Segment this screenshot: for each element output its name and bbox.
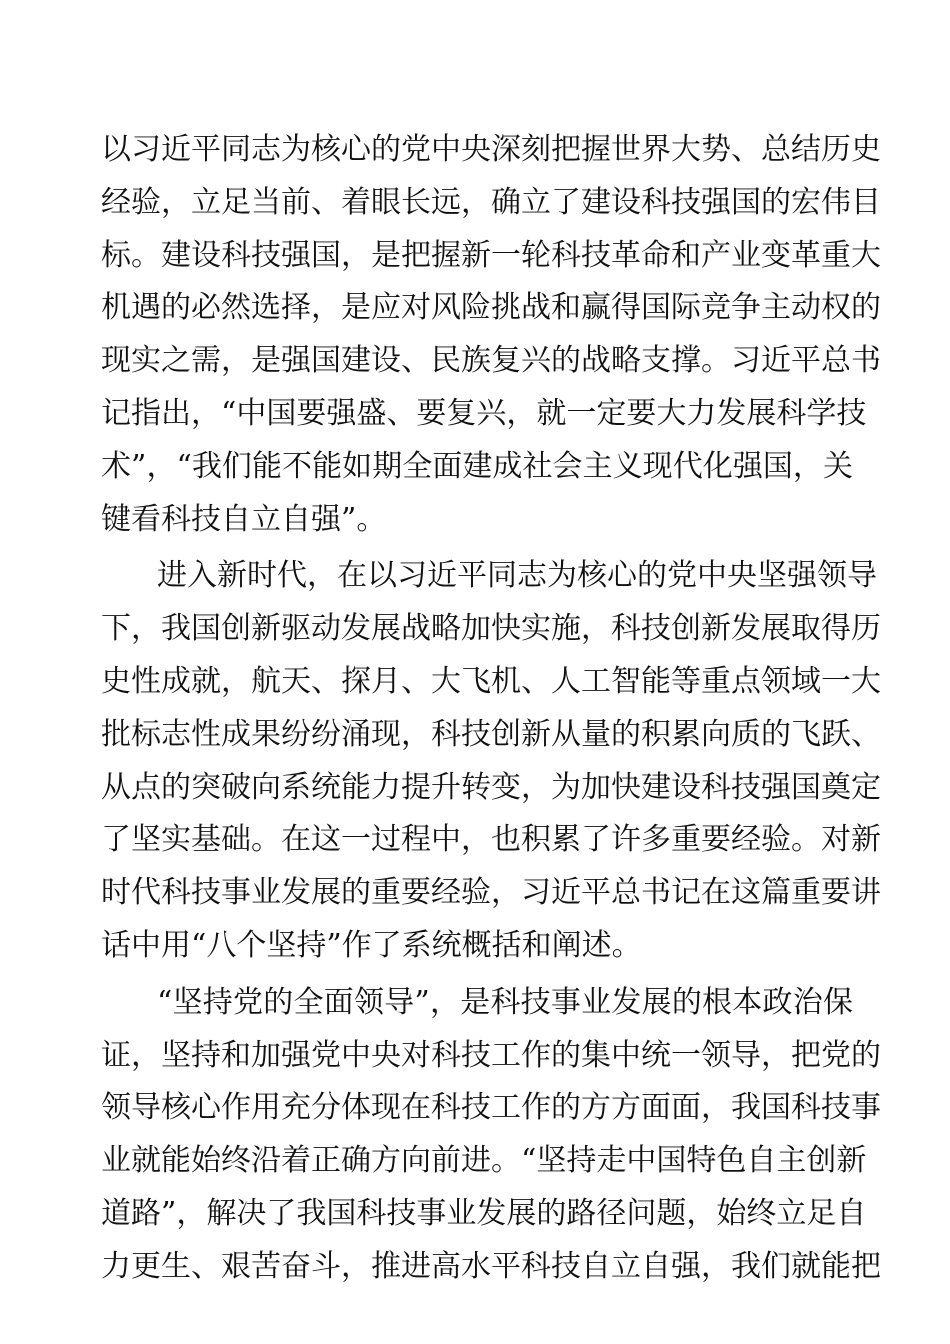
paragraph-3-line-6: 力更生、艰苦奋斗，推进高水平科技自立自强，我们就能把 — [101, 1248, 881, 1284]
paragraph-1-line-7: 术”，“我们能不能如期全面建成社会主义现代化强国，关 — [101, 448, 853, 484]
paragraph-1-line-8: 键看科技自立自强”。 — [101, 501, 387, 537]
paragraph-3-line-4: 业就能始终沿着正确方向前进。“坚持走中国特色自主创新 — [101, 1143, 867, 1179]
paragraph-2-line-4: 批标志性成果纷纷涌现，科技创新从量的积累向质的飞跃、 — [101, 716, 881, 752]
paragraph-2-line-5: 从点的突破向系统能力提升转变，为加快建设科技强国奠定 — [101, 769, 881, 805]
paragraph-1-line-1: 以习近平同志为核心的党中央深刻把握世界大势、总结历史 — [101, 132, 881, 167]
paragraph-3-line-3: 领导核心作用充分体现在科技工作的方方面面，我国科技事 — [101, 1090, 881, 1126]
paragraph-1-line-2: 经验，立足当前、着眼长远，确立了建设科技强国的宏伟目 — [101, 184, 881, 220]
paragraph-1-line-4: 机遇的必然选择，是应对风险挑战和赢得国际竞争主动权的 — [101, 290, 881, 326]
paragraph-2-line-2: 下，我国创新驱动发展战略加快实施，科技创新发展取得历 — [101, 611, 881, 647]
document-body — [101, 124, 881, 1294]
paragraph-3-line-1: “坚持党的全面领导”，是科技事业发展的根本政治保 — [157, 984, 853, 1020]
paragraph-3-line-5: 道路”，解决了我国科技事业发展的路径问题，始终立足自 — [101, 1195, 867, 1231]
paragraph-1-line-6: 记指出，“中国要强盛、要复兴，就一定要大力发展科学技 — [101, 395, 867, 431]
paragraph-2-line-7: 时代科技事业发展的重要经验，习近平总书记在这篇重要讲 — [101, 875, 881, 911]
paragraph-1-line-3: 标。建设科技强国，是把握新一轮科技革命和产业变革重大 — [101, 237, 881, 273]
paragraph-2-line-3: 史性成就，航天、探月、大飞机、人工智能等重点领域一大 — [101, 663, 881, 699]
paragraph-2-line-8: 话中用“八个坚持”作了系统概括和阐述。 — [101, 927, 642, 963]
paragraph-1-line-5: 现实之需，是强国建设、民族复兴的战略支撑。习近平总书 — [101, 343, 881, 379]
paragraph-3-line-2: 证，坚持和加强党中央对科技工作的集中统一领导，把党的 — [101, 1037, 881, 1073]
paragraph-2-line-6: 了坚实基础。在这一过程中，也积累了许多重要经验。对新 — [101, 822, 881, 858]
paragraph-2-line-1: 进入新时代，在以习近平同志为核心的党中央坚强领导 — [157, 558, 877, 594]
